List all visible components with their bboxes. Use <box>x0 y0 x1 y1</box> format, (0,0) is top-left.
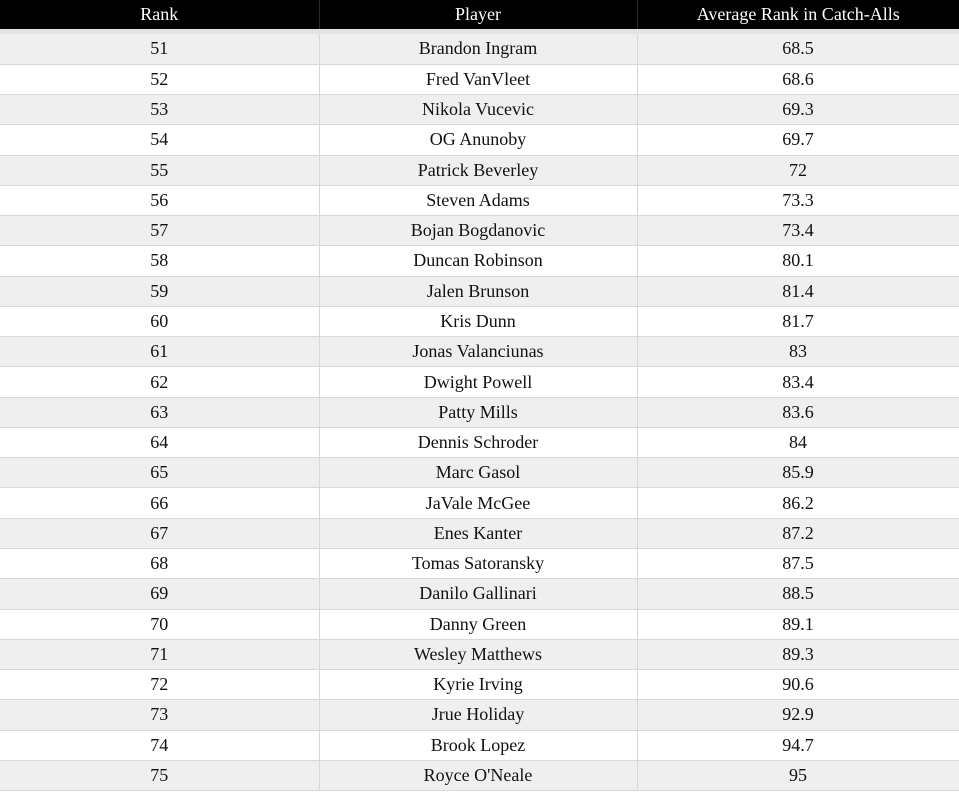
cell-average-rank: 94.7 <box>637 730 959 760</box>
table-row <box>0 185 959 215</box>
header-player: Player <box>319 0 637 29</box>
cell-player: Kris Dunn <box>319 306 637 336</box>
cell-player: Dwight Powell <box>319 367 637 397</box>
cell-rank: 67 <box>0 518 319 548</box>
cell-player: Jonas Valanciunas <box>319 337 637 367</box>
cell-rank: 65 <box>0 458 319 488</box>
cell-rank: 62 <box>0 367 319 397</box>
cell-average-rank: 73.3 <box>637 185 959 215</box>
cell-average-rank: 83 <box>637 337 959 367</box>
cell-average-rank: 92.9 <box>637 700 959 730</box>
table-row <box>0 276 959 306</box>
cell-rank: 55 <box>0 155 319 185</box>
table-row <box>0 216 959 246</box>
cell-rank: 56 <box>0 185 319 215</box>
cell-rank: 72 <box>0 670 319 700</box>
cell-average-rank: 73.4 <box>637 216 959 246</box>
table-row <box>0 609 959 639</box>
table-row <box>0 246 959 276</box>
cell-player: Enes Kanter <box>319 518 637 548</box>
cell-player: Wesley Matthews <box>319 639 637 669</box>
cell-average-rank: 84 <box>637 427 959 457</box>
cell-average-rank: 87.5 <box>637 549 959 579</box>
cell-average-rank: 83.4 <box>637 367 959 397</box>
cell-average-rank: 68.5 <box>637 34 959 64</box>
cell-average-rank: 72 <box>637 155 959 185</box>
cell-rank: 64 <box>0 427 319 457</box>
table-body <box>0 29 959 791</box>
header-average-rank: Average Rank in Catch-Alls <box>696 4 900 24</box>
cell-player: Brandon Ingram <box>319 34 637 64</box>
cell-average-rank: 83.6 <box>637 397 959 427</box>
table-row <box>0 337 959 367</box>
cell-average-rank: 89.3 <box>637 639 959 669</box>
cell-average-rank: 90.6 <box>637 670 959 700</box>
cell-player: Marc Gasol <box>319 458 637 488</box>
cell-player: JaVale McGee <box>319 488 637 518</box>
table-row <box>0 579 959 609</box>
cell-rank: 71 <box>0 639 319 669</box>
table-row <box>0 427 959 457</box>
cell-player: Danilo Gallinari <box>319 579 637 609</box>
cell-rank: 66 <box>0 488 319 518</box>
header-row <box>0 0 959 29</box>
table-row <box>0 700 959 730</box>
cell-average-rank: 69.7 <box>637 125 959 155</box>
cell-player: Kyrie Irving <box>319 670 637 700</box>
cell-average-rank: 80.1 <box>637 246 959 276</box>
cell-rank: 53 <box>0 95 319 125</box>
table-row <box>0 306 959 336</box>
cell-player: Danny Green <box>319 609 637 639</box>
cell-rank: 69 <box>0 579 319 609</box>
cell-rank: 70 <box>0 609 319 639</box>
cell-player: Duncan Robinson <box>319 246 637 276</box>
table-row <box>0 488 959 518</box>
cell-player: Tomas Satoransky <box>319 549 637 579</box>
table-row <box>0 639 959 669</box>
cell-rank: 58 <box>0 246 319 276</box>
cell-average-rank: 68.6 <box>637 64 959 94</box>
cell-average-rank: 81.7 <box>637 306 959 336</box>
cell-average-rank: 95 <box>637 760 959 790</box>
header-rank: Rank <box>0 0 319 29</box>
cell-average-rank: 81.4 <box>637 276 959 306</box>
cell-player: Jalen Brunson <box>319 276 637 306</box>
cell-rank: 60 <box>0 306 319 336</box>
cell-player: Brook Lopez <box>319 730 637 760</box>
cell-player: Dennis Schroder <box>319 427 637 457</box>
cell-rank: 63 <box>0 397 319 427</box>
table-row <box>0 760 959 790</box>
cell-player: Fred VanVleet <box>319 64 637 94</box>
table-row <box>0 670 959 700</box>
cell-rank: 59 <box>0 276 319 306</box>
table-row <box>0 458 959 488</box>
table-row <box>0 34 959 64</box>
cell-player: Steven Adams <box>319 185 637 215</box>
cell-player: Royce O'Neale <box>319 760 637 790</box>
cell-rank: 73 <box>0 700 319 730</box>
cell-player: Jrue Holiday <box>319 700 637 730</box>
cell-player: Patrick Beverley <box>319 155 637 185</box>
table-row <box>0 730 959 760</box>
cell-average-rank: 87.2 <box>637 518 959 548</box>
cell-rank: 61 <box>0 337 319 367</box>
cell-rank: 54 <box>0 125 319 155</box>
table-row <box>0 125 959 155</box>
table-header <box>0 0 959 29</box>
cell-rank: 51 <box>0 34 319 64</box>
cell-player: Nikola Vucevic <box>319 95 637 125</box>
cell-player: OG Anunoby <box>319 125 637 155</box>
cell-average-rank: 85.9 <box>637 458 959 488</box>
table-row <box>0 64 959 94</box>
cell-rank: 52 <box>0 64 319 94</box>
cell-player: Bojan Bogdanovic <box>319 216 637 246</box>
cell-average-rank: 69.3 <box>637 95 959 125</box>
cell-rank: 68 <box>0 549 319 579</box>
cell-player: Patty Mills <box>319 397 637 427</box>
cell-average-rank: 88.5 <box>637 579 959 609</box>
table-row <box>0 367 959 397</box>
table-row <box>0 155 959 185</box>
table-row <box>0 549 959 579</box>
table-row <box>0 397 959 427</box>
cell-rank: 57 <box>0 216 319 246</box>
cell-rank: 74 <box>0 730 319 760</box>
cell-rank: 75 <box>0 760 319 790</box>
cell-average-rank: 86.2 <box>637 488 959 518</box>
table-row <box>0 95 959 125</box>
table-row <box>0 518 959 548</box>
cell-average-rank: 89.1 <box>637 609 959 639</box>
